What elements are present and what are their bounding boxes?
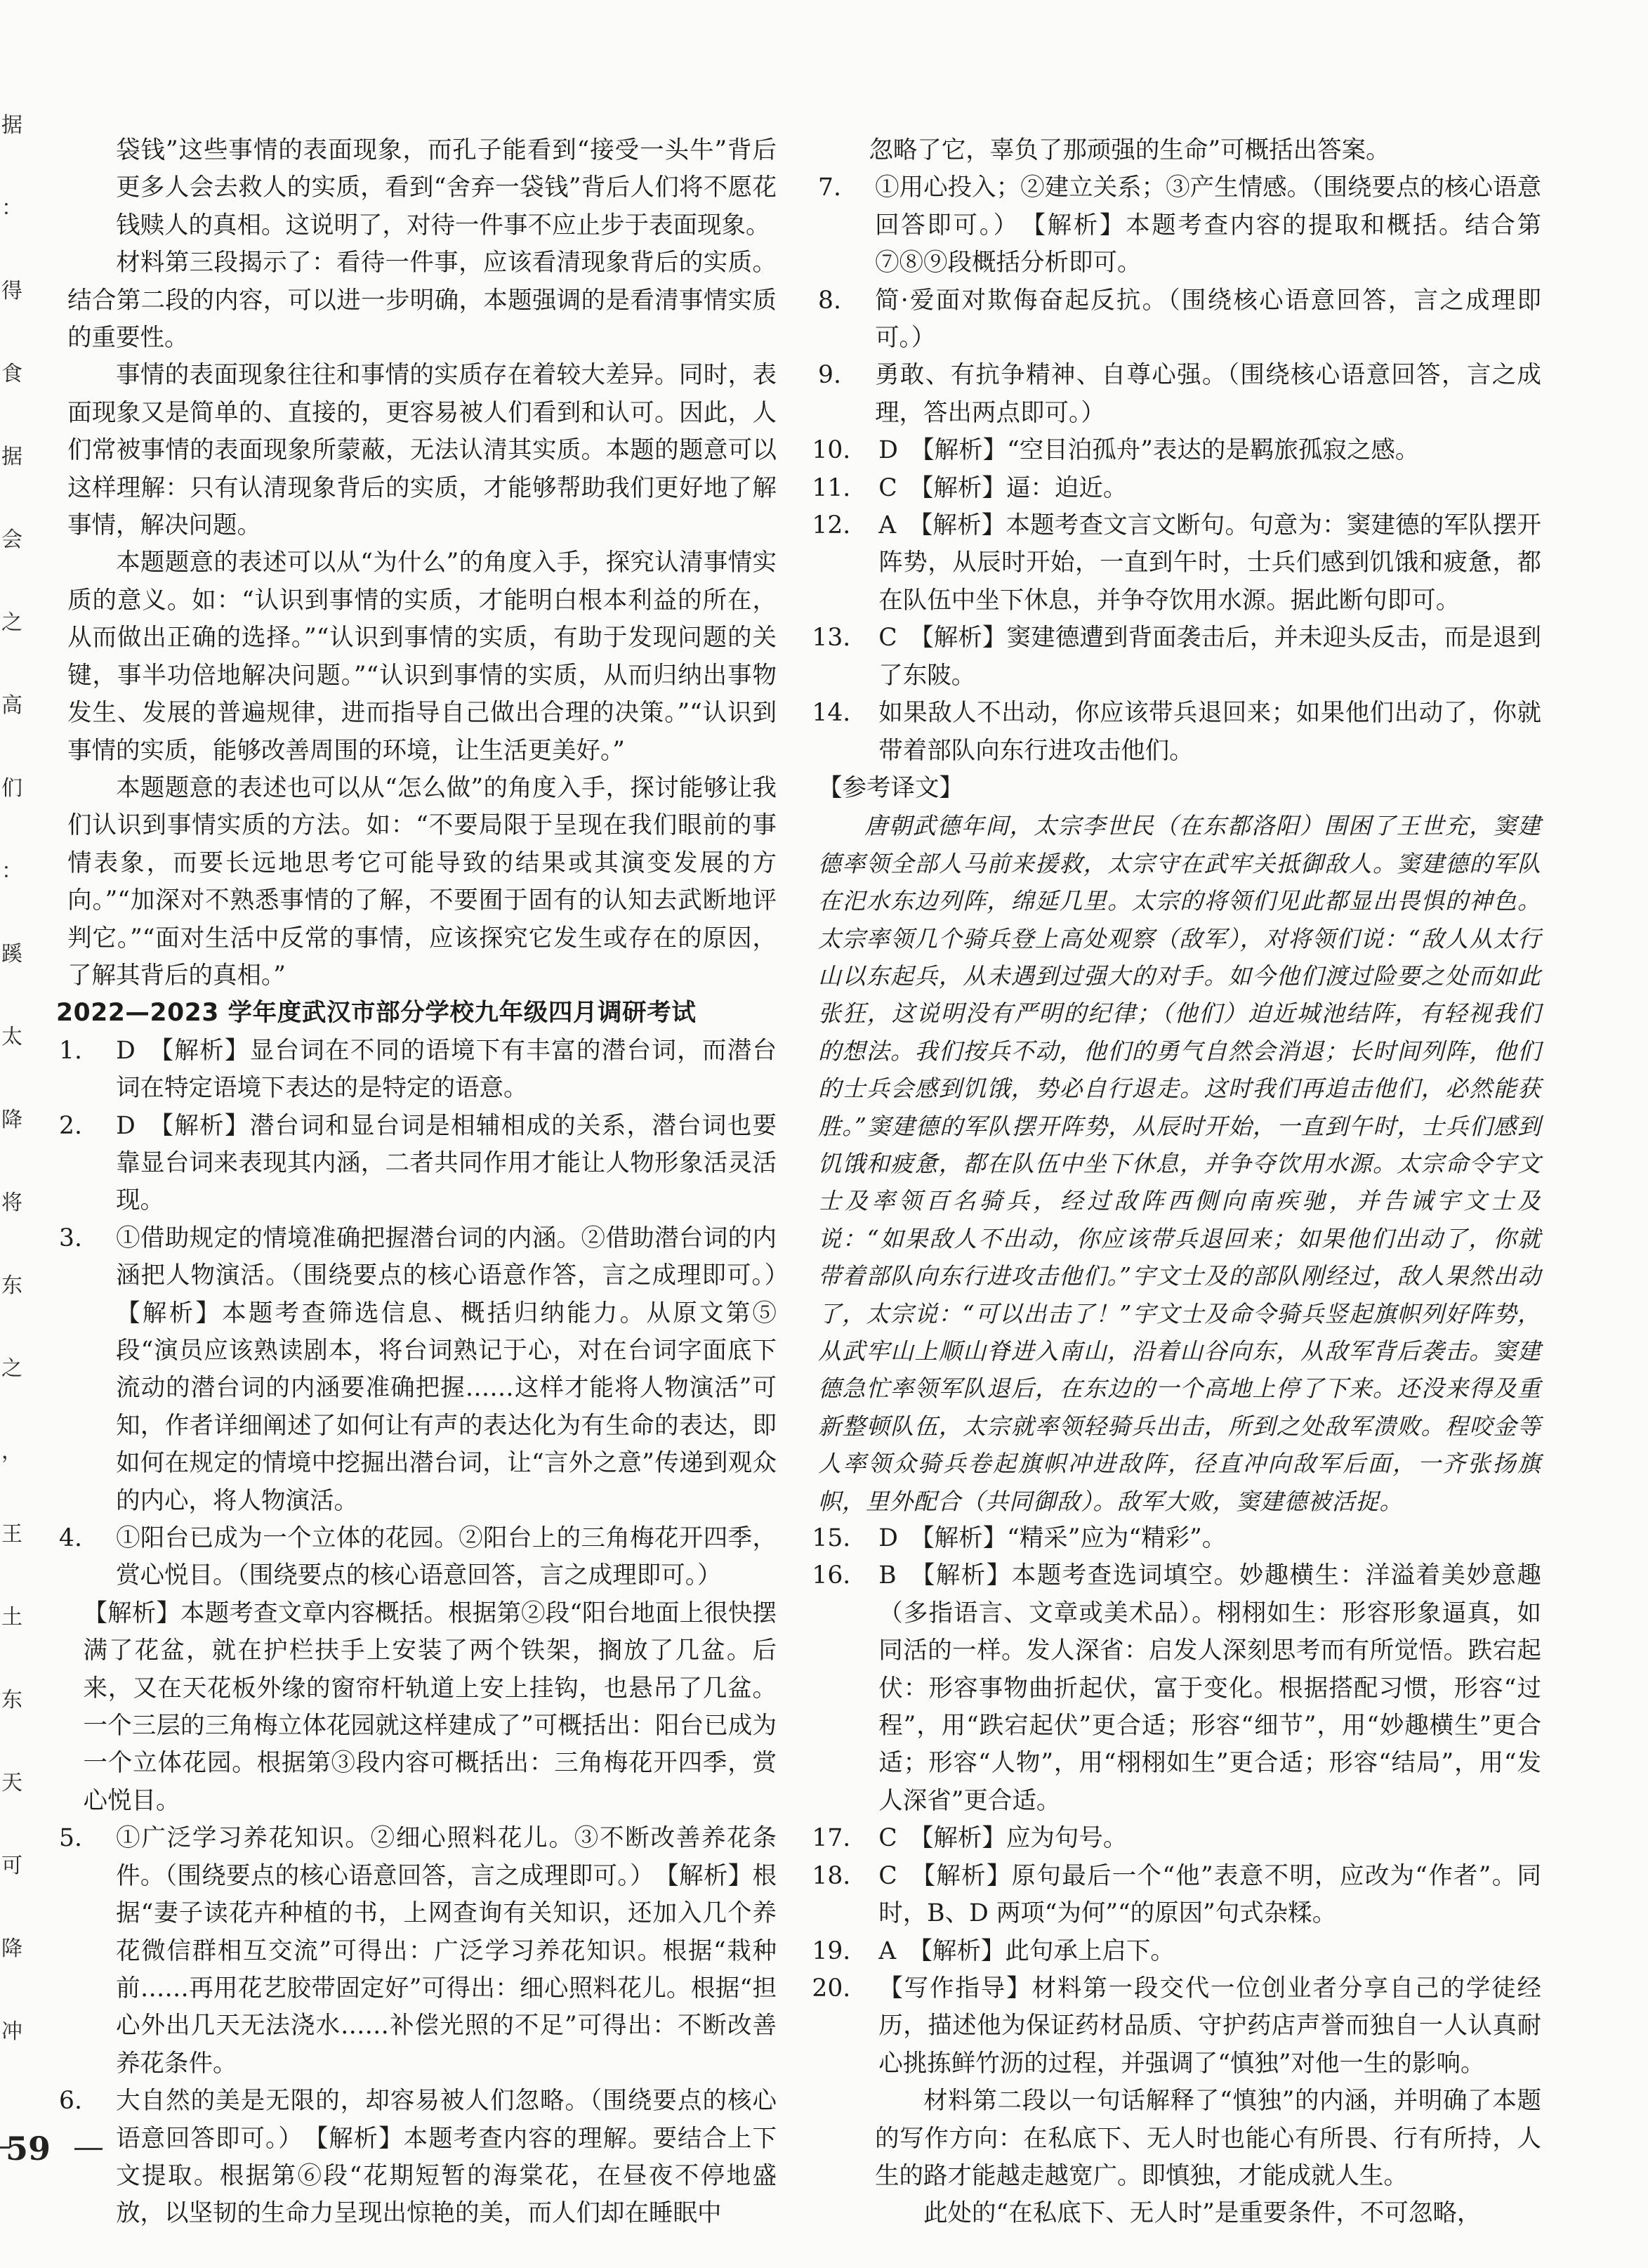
right-column xyxy=(812,132,1541,2233)
item-text: D 【解析】“精采”应为“精彩”。 xyxy=(878,1524,1227,1553)
answer-item xyxy=(812,695,1541,770)
margin-char: 蹊 xyxy=(1,942,22,966)
margin-char: 们 xyxy=(1,776,22,801)
answer-item xyxy=(59,1820,777,2083)
item-number: 16. xyxy=(812,1561,851,1590)
item-text: ①广泛学习养花知识。②细心照料花儿。③不断改善养花条件。（围绕要点的核心语意回答，言之成理即可。） 【解析】根据“妻子读花卉种植的书，上网查询有关知识，还加入几个养花微信群相互交流”可得出：广泛学习养花知识。根据“栽种前……再用花艺胶带固定好”可得出：细心照料花儿。根据“担心外出几天无法浇水……补偿光照的不足”可得出：不断改善养花条件。 xyxy=(116,1824,777,2078)
margin-char: 降 xyxy=(1,1108,22,1132)
item-number: 2. xyxy=(59,1111,82,1140)
margin-char: 降 xyxy=(1,1936,22,1961)
section-title: 2022—2023 学年度武汉市部分学校九年级四月调研考试 xyxy=(56,999,697,1028)
item-number: 6. xyxy=(59,2087,82,2116)
margin-char: 东 xyxy=(1,1273,22,1298)
paragraph: 材料第三段揭示了：看待一件事，应该看清现象背后的实质。结合第二段的内容，可以进一步明确，本题强调的是看清事情实质的重要性。 xyxy=(67,249,777,353)
item-number: 5. xyxy=(59,1824,82,1853)
paragraph: 材料第二段以一句话解释了“慎独”的内涵，并明确了本题的写作方向：在私底下、无人时也能心有所畏、行有所持，人生的路才能越走越宽广。即慎独，才能成就人生。 xyxy=(875,2087,1541,2190)
answer-item xyxy=(59,2083,777,2233)
item-text: 大自然的美是无限的，却容易被人们忽略。（围绕要点的核心语意回答即可。） 【解析】本题考查内容的理解。要结合上下文提取。根据第⑥段“花期短暂的海棠花，在昼夜不停地盛放，以坚韧的生命力呈现出惊艳的美，而人们却在睡眠中 xyxy=(116,2087,777,2228)
item-text: A 【解析】本题考查文言文断句。句意为：窦建德的军队摆开阵势，从辰时开始，一直到午时，士兵们感到饥饿和疲惫，都在队伍中坐下休息，并争夺饮用水源。据此断句即可。 xyxy=(878,511,1541,615)
item-text: C 【解析】原句最后一个“他”表意不明，应改为“作者”。同时，B、D 两项“为何”“的原因”句式杂糅。 xyxy=(878,1861,1541,1928)
answer-item xyxy=(812,1933,1541,1970)
answer-item xyxy=(812,432,1541,469)
item-text: 勇敢、有抗争精神、自尊心强。（围绕核心语意回答，言之成理，答出两点即可。） xyxy=(875,361,1541,427)
item-text: ①用心投入；②建立关系；③产生情感。（围绕要点的核心语意回答即可。） 【解析】本题考查内容的提取和概括。结合第⑦⑧⑨段概括分析即可。 xyxy=(875,173,1541,277)
margin-char: 之 xyxy=(1,610,22,635)
item-text: D 【解析】潜台词和显台词是相辅相成的关系，潜台词也要靠显台词来表现其内涵，二者共同作用才能让人物形象活灵活现。 xyxy=(116,1111,777,1215)
margin-char: 之 xyxy=(1,1356,22,1381)
item-number: 17. xyxy=(812,1824,851,1853)
paragraph: 本题题意的表述可以从“为什么”的角度入手，探究认清事情实质的意义。如：“认识到事情的实质，才能明白根本利益的所在，从而做出正确的选择。”“认识到事情的实质，有助于发现问题的关键，事半功倍地解决问题。”“认识到事情的实质，从而归纳出事物发生、发展的普遍规律，进而指导自己做出合理的决策。”“认识到事情的实质，能够改善周围的环境，让生活更美好。” xyxy=(67,549,777,765)
item-text: 【解析】本题考查文章内容概括。根据第②段“阳台地面上很快摆满了花盆，就在护栏扶手上安装了两个铁架，搁放了几盆。后来，又在天花板外缘的窗帘杆轨道上安上挂钩，也悬吊了几盆。一个三层的三角梅立体花园就这样建成了”可概括出：阳台已成为一个立体花园。根据第③段内容可概括出：三角梅花开四季，赏心悦目。 xyxy=(83,1599,777,1815)
answer-item xyxy=(812,507,1541,620)
reference-translation-body: 唐朝武德年间，太宗李世民（在东都洛阳）围困了王世充，窦建德率领全部人马前来援救，太宗守在武牢关抵御敌人。窦建德的军队在汜水东边列阵，绵延几里。太宗的将领们见此都显出畏惧的神色。太宗率领几个骑兵登上高处观察（敌军），对将领们说：“敌人从太行山以东起兵，从未遇到过强大的对手。如今他们渡过险要之处而如此张狂，这说明没有严明的纪律；（他们）迫近城池结阵，有轻视我们的想法。我们按兵不动，他们的勇气自然会消退；长时间列阵，他们的士兵会感到饥饿，势必自行退走。这时我们再追击他们，必然能获胜。”窦建德的军队摆开阵势，从辰时开始，一直到午时，士兵们感到饥饿和疲惫，都在队伍中坐下休息，并争夺饮用水源。太宗命令宇文士及率领百名骑兵，经过敌阵西侧向南疾驰，并告诫宇文士及说：“如果敌人不出动，你应该带兵退回来；如果他们出动了，你就带着部队向东行进攻击他们。”宇文士及的部队刚经过，敌人果然出动了，太宗说：“可以出击了！”宇文士及命令骑兵竖起旗帜列好阵势，从武牢山上顺山脊进入南山，沿着山谷向东，从敌军背后袭击。窦建德急忙率领军队退后，在东边的一个高地上停了下来。还没来得及重新整顿队伍，太宗就率领轻骑兵出击，所到之处敌军溃败。程咬金等人率领众骑兵卷起旗帜冲进敌阵，径直冲向敌军后面，一齐张扬旗帜，里外配合（共同御敌）。敌军大败，窦建德被活捉。 xyxy=(818,812,1541,1515)
left-margin-strip xyxy=(0,105,24,2072)
item-number: 3. xyxy=(59,1224,82,1252)
answer-item xyxy=(818,282,1541,358)
answer-item xyxy=(818,357,1541,432)
item-number: 12. xyxy=(812,511,851,540)
item-text: 【写作指导】材料第一段交代一位创业者分享自己的学徒经历，描述他为保证药材品质、守护药店声誉而独自一人认真耐心挑拣鲜竹沥的过程，并强调了“慎独”对他一生的影响。 xyxy=(878,1974,1541,2078)
paragraph: 本题题意的表述也可以从“怎么做”的角度入手，探讨能够让我们认识到事情实质的方法。如：“不要局限于呈现在我们眼前的事情表象，而要长远地思考它可能导致的结果或其演变发展的方向。”“加深对不熟悉事情的了解，不要囿于固有的认知去武断地评判它。”“面对生活中反常的事情，应该探究它发生或存在的原因，了解其背后的真相。” xyxy=(67,773,777,990)
page-number: 59 xyxy=(6,2130,51,2168)
margin-char: 得 xyxy=(1,279,22,303)
item-text: C 【解析】逼：迫近。 xyxy=(878,473,1128,502)
answer-item xyxy=(59,1108,777,1220)
margin-char: 土 xyxy=(1,1605,22,1630)
item-number: 7. xyxy=(818,173,841,202)
margin-char: 王 xyxy=(1,1522,22,1547)
margin-char: 太 xyxy=(1,1025,22,1049)
item-number: 4. xyxy=(59,1524,82,1553)
answer-item xyxy=(59,1520,777,1595)
paragraph: 忽略了它，辜负了那顽强的生命”可概括出答案。 xyxy=(869,136,1390,164)
item-text: A 【解析】此句承上启下。 xyxy=(878,1936,1175,1965)
item-number: 1. xyxy=(59,1036,82,1065)
margin-char: 据 xyxy=(1,445,22,469)
item-text: 简·爱面对欺侮奋起反抗。（围绕核心语意回答，言之成理即可。） xyxy=(875,286,1541,353)
answer-item xyxy=(59,1220,801,1520)
item-number: 15. xyxy=(812,1524,851,1553)
item-number: 19. xyxy=(812,1936,851,1965)
margin-char: 食 xyxy=(1,362,22,386)
margin-char: 东 xyxy=(1,1688,22,1712)
answer-item xyxy=(818,169,1541,282)
answer-item xyxy=(59,1033,777,1108)
margin-char: 会 xyxy=(1,527,22,552)
item-text: ①阳台已成为一个立体的花园。②阳台上的三角梅花开四季，赏心悦目。（围绕要点的核心语意回答，言之成理即可。） xyxy=(116,1524,777,1590)
answer-item xyxy=(812,1557,1541,1820)
margin-char: 冲 xyxy=(1,2019,22,2044)
margin-char: ： xyxy=(1,196,22,221)
answer-item xyxy=(812,1858,1541,1933)
item-number: 18. xyxy=(812,1861,851,1890)
answer-item xyxy=(59,1595,777,1820)
item-text: B 【解析】本题考查选词填空。妙趣横生：洋溢着美妙意趣（多指语言、文章或美术品）。栩栩如生：形容形象逼真，如同活的一样。发人深省：启发人深刻思考而有所觉悟。跌宕起伏：形容事物曲折起伏，富于变化。根据搭配习惯，形容“过程”，用“跌宕起伏”更合适；形容“细节”，用“妙趣横生”更合适；形容“人物”，用“栩栩如生”更合适；形容“结局”，用“发人深省”更合适。 xyxy=(878,1561,1541,1815)
margin-char: 可 xyxy=(1,1854,22,1878)
reference-translation-heading: 【参考译文】 xyxy=(818,773,963,802)
item-number: 8. xyxy=(818,286,841,315)
paragraph: 袋钱”这些事情的表面现象，而孔子能看到“接受一头牛”背后更多人会去救人的实质，看到“舍弃一袋钱”背后人们将不愿花钱赎人的真相。这说明了，对待一件事不应止步于表面现象。 xyxy=(116,136,777,240)
item-number: 13. xyxy=(812,624,851,653)
item-number: 20. xyxy=(812,1974,851,2002)
left-column xyxy=(56,132,801,2233)
margin-char: 据 xyxy=(1,113,22,138)
item-text: ①借助规定的情境准确把握潜台词的内涵。②借助潜台词的内涵把人物演活。（围绕要点的核心语意作答，言之成理即可。） 【解析】本题考查筛选信息、概括归纳能力。从原文第⑤段“演员应该熟读剧本，将台词熟记于心，对在台词字面底下流动的潜台词的内涵要准确把握……这样才能将人物演活”可知，作者详细阐述了如何让有声的表达化为有生命的表达，即如何在规定的情境中挖掘出潜台词，让“言外之意”传递到观众的内心，将人物演活。 xyxy=(116,1224,801,1515)
item-number: 14. xyxy=(812,699,851,728)
answer-item xyxy=(812,1520,1541,1557)
item-number: 11. xyxy=(812,473,851,502)
margin-char: 高 xyxy=(1,693,22,718)
answer-item xyxy=(812,1970,1541,2083)
item-text: D 【解析】显台词在不同的语境下有丰富的潜台词，而潜台词在特定语境下表达的是特定的语意。 xyxy=(116,1036,777,1103)
paragraph: 事情的表面现象往往和事情的实质存在着较大差异。同时，表面现象又是简单的、直接的，更容易被人们看到和认可。因此，人们常被事情的表面现象所蒙蔽，无法认清其实质。本题的题意可以这样理解：只有认清现象背后的实质，才能够帮助我们更好地了解事情，解决问题。 xyxy=(67,361,777,540)
margin-char: 将 xyxy=(1,1191,22,1215)
item-number: 9. xyxy=(818,361,841,390)
margin-char: ， xyxy=(1,1439,22,1464)
item-text: 如果敌人不出动，你应该带兵退回来；如果他们出动了，你就带着部队向东行进攻击他们。 xyxy=(878,699,1541,765)
margin-char: ： xyxy=(1,859,22,884)
item-number: 10. xyxy=(812,436,851,465)
answer-item xyxy=(812,620,1541,695)
answer-item xyxy=(812,470,1541,507)
answer-item xyxy=(812,1820,1541,1857)
item-text: D 【解析】“空目泊孤舟”表达的是羁旅孤寂之感。 xyxy=(878,436,1420,465)
page-rule-right xyxy=(74,2148,103,2150)
paragraph: 此处的“在私底下、无人时”是重要条件，不可忽略， xyxy=(923,2199,1482,2228)
item-text: C 【解析】窦建德遭到背面袭击后，并未迎头反击，而是退到了东陂。 xyxy=(878,624,1541,690)
item-text: C 【解析】应为句号。 xyxy=(878,1824,1128,1853)
margin-char: 天 xyxy=(1,1771,22,1795)
